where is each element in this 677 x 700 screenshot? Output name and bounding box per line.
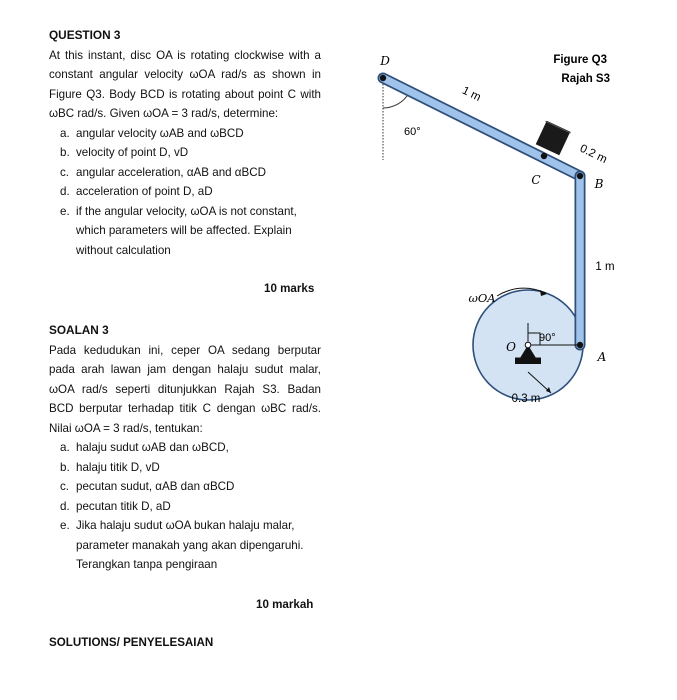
angle-label-o: 90° [539,332,556,344]
question-ms-list [49,438,321,575]
angle-arc-d [383,93,409,108]
omega-label: ωOA [468,291,496,305]
pin-b [577,173,583,179]
label-b: B [594,177,604,191]
length-dc: 1 m [460,84,483,104]
angle-label-d: 60° [404,126,421,138]
list-item: b. halaju titik D, vD [60,460,160,474]
question-ms-intro: Pada kedudukan ini, ceper OA sedang berputar pada arah lawan jam dengan halaju sudut malar, ωOA rad/s seperti ditunjukkan Rajah S3. Badan BCD berputar terhadap titik C dengan ωBC rad/s. Nilai ωOA = 3 rad/s, tentukan: [49,343,321,435]
length-ba: 1 m [595,261,615,273]
list-item: b. velocity of point D, vD [60,146,189,159]
pin-c [541,153,547,159]
list-item: d. pecutan titik D, aD [60,499,171,513]
label-c: C [531,173,541,187]
pin-d [380,75,386,81]
list-item: c. angular acceleration, αAB and αBCD [60,165,266,179]
list-item: a. halaju sudut ωAB dan ωBCD, [60,441,229,454]
length-cb: 0.2 m [577,142,609,167]
question-en-intro: At this instant, disc OA is rotating clockwise with a constant angular velocity ωOA rad/s as shown in Figure Q3. Body BCD is rotating about point C with ωBC rad/s. Given ωOA = 3 rad/s, determine: [49,48,321,120]
marks-en: 10 marks [264,282,315,295]
list-item: d. acceleration of point D, aD [60,185,213,198]
question-en [49,26,321,260]
label-a: A [597,350,607,364]
question-en-list [49,124,321,261]
list-item: a. angular velocity ωAB and ωBCD [60,126,244,140]
radius-label: 0.3 m [511,393,541,405]
list-item: e. if the angular velocity, ωOA is not constant, which parameters will be affected. Explain without calculation [60,204,297,257]
figure-title-en: Figure Q3 [553,54,607,66]
label-o: O [506,340,516,354]
figure-title-ms: Rajah S3 [561,73,610,85]
solutions-heading: SOLUTIONS/ PENYELESAIAN [49,636,214,649]
question-en-heading: QUESTION 3 [49,28,121,42]
list-item: c. pecutan sudut, αAB dan αBCD [60,480,235,493]
question-ms [49,321,321,575]
list-item: e. Jika halaju sudut ωOA bukan halaju malar, parameter manakah yang akan dipengaruhi. Terangkan tanpa pengiraan [60,519,304,571]
marks-ms: 10 markah [256,598,314,611]
mechanism-figure [330,40,670,420]
label-d: D [380,54,390,68]
question-ms-heading: SOALAN 3 [49,323,109,337]
